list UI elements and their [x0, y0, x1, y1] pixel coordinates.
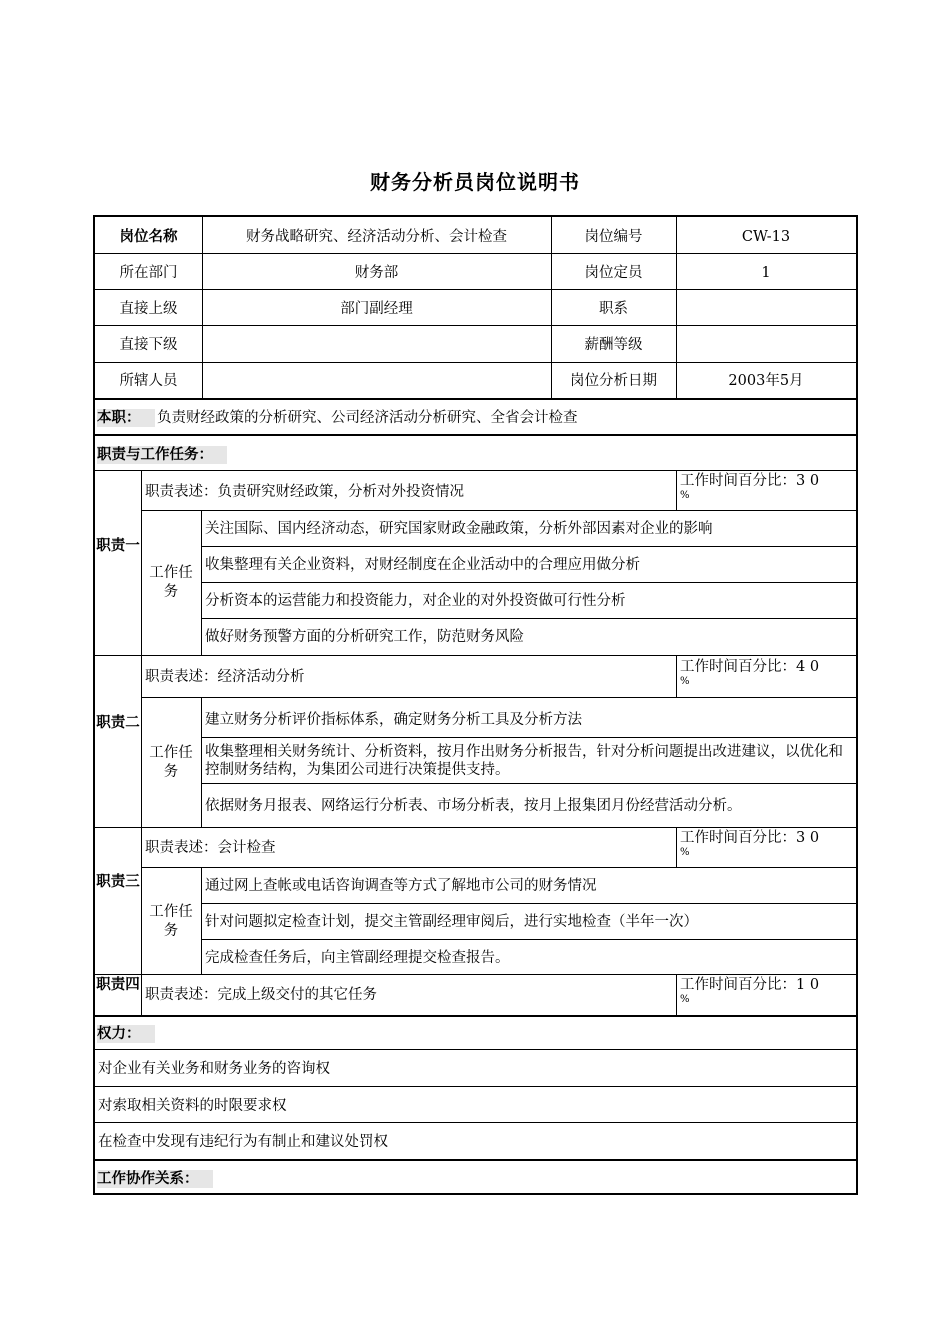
- power-item-1: 对企业有关业务和财务业务的咨询权: [98, 1061, 330, 1077]
- duty-1-task-4: 做好财务预警方面的分析研究工作，防范财务风险: [205, 629, 524, 645]
- header-label-subordinate: 直接下级: [119, 337, 178, 353]
- duty-1-name: 职责一: [96, 538, 140, 554]
- duty-2-desc: 职责表述：经济活动分析: [145, 669, 305, 685]
- duty-2-task-3: 依据财务月报表、网络运行分析表、市场分析表，按月上报集团月份经营活动分析。: [205, 798, 742, 814]
- duty-4-pct-unit: %: [680, 994, 690, 1005]
- header-value-headcount: 1: [761, 265, 771, 281]
- header-value-analysis-date: 2003年5月: [728, 373, 804, 389]
- duty-1-desc: 职责表述：负责研究财经政策，分析对外投资情况: [145, 484, 464, 500]
- pct-label: 工作时间百分比：: [680, 473, 796, 489]
- duty-3-task-1: 通过网上查帐或电话咨询调查等方式了解地市公司的财务情况: [205, 878, 597, 894]
- duty-3-pct: [680, 830, 819, 858]
- duty-3-pct-value: 3 0: [796, 830, 820, 846]
- page-title: 财务分析员岗位说明书: [370, 170, 580, 194]
- header-value-position-name: 财务战略研究、经济活动分析、会计检查: [246, 229, 507, 245]
- power-item-2: 对索取相关资料的时限要求权: [98, 1098, 287, 1114]
- header-label-analysis-date: 岗位分析日期: [570, 373, 657, 389]
- duty-2-task-label: 工作任务: [149, 745, 193, 780]
- duty-1-pct-value: 3 0: [796, 473, 820, 489]
- duty-3-name: 职责三: [96, 874, 140, 890]
- duty-3-task-label: 工作任务: [149, 904, 193, 939]
- header-label-position-name: 岗位名称: [119, 229, 178, 245]
- power-item-3: 在检查中发现有违纪行为有制止和建议处罚权: [98, 1134, 388, 1150]
- duty-1-task-3: 分析资本的运营能力和投资能力，对企业的对外投资做可行性分析: [205, 593, 626, 609]
- header-value-position-code: CW-13: [741, 229, 791, 245]
- duty-3-desc: 职责表述：会计检查: [145, 840, 276, 856]
- duty-2-name: 职责二: [96, 715, 140, 731]
- duty-2-task-2: 收集整理相关财务统计、分析资料，按月作出财务分析报告，针对分析问题提出改进建议，以优化和控制财务结构，为集团公司进行决策提供支持。: [205, 744, 843, 778]
- duty-1-task-2: 收集整理有关企业资料，对财经制度在企业活动中的合理应用做分析: [205, 557, 640, 573]
- header-label-salary-grade: 薪酬等级: [584, 337, 643, 353]
- benzhi-label: 本职：: [97, 409, 155, 427]
- header-label-position-code: 岗位编号: [584, 229, 643, 245]
- pct-label: 工作时间百分比：: [680, 830, 796, 846]
- duty-2-pct-unit: %: [680, 676, 690, 687]
- header-label-headcount: 岗位定员: [584, 265, 643, 281]
- duty-4-name: 职责四: [96, 977, 140, 993]
- header-value-department: 财务部: [354, 265, 399, 281]
- duty-4-pct: [680, 977, 819, 1005]
- header-label-superior: 直接上级: [119, 301, 178, 317]
- duty-2-pct: [680, 659, 819, 687]
- duty-3-pct-unit: %: [680, 847, 690, 858]
- header-value-superior: 部门副经理: [340, 301, 413, 317]
- duty-3-task-2: 针对问题拟定检查计划，提交主管副经理审阅后，进行实地检查（半年一次）: [205, 914, 698, 930]
- duty-4-desc: 职责表述：完成上级交付的其它任务: [145, 987, 377, 1003]
- duty-2-pct-value: 4 0: [796, 659, 820, 675]
- duty-4-pct-value: 1 0: [796, 977, 820, 993]
- pct-label: 工作时间百分比：: [680, 659, 796, 675]
- duty-3-task-3: 完成检查任务后，向主管副经理提交检查报告。: [205, 950, 510, 966]
- header-label-job-family: 职系: [599, 301, 628, 317]
- duty-1-pct: [680, 473, 819, 501]
- cooperation-heading: 工作协作关系：: [97, 1170, 213, 1188]
- header-label-department: 所在部门: [119, 265, 178, 281]
- job-description-table: [93, 215, 858, 1195]
- duty-1-pct-unit: %: [680, 490, 690, 501]
- duty-2-task-1: 建立财务分析评价指标体系，确定财务分析工具及分析方法: [205, 712, 582, 728]
- power-heading: 权力：: [97, 1025, 155, 1043]
- duty-1-task-1: 关注国际、国内经济动态，研究国家财政金融政策，分析外部因素对企业的影响: [205, 521, 713, 537]
- benzhi-text: 负责财经政策的分析研究、公司经济活动分析研究、全省会计检查: [157, 410, 578, 426]
- header-label-staff: 所辖人员: [119, 373, 178, 389]
- duty-1-task-label: 工作任务: [149, 565, 193, 600]
- duties-heading: 职责与工作任务：: [97, 446, 227, 464]
- pct-label: 工作时间百分比：: [680, 977, 796, 993]
